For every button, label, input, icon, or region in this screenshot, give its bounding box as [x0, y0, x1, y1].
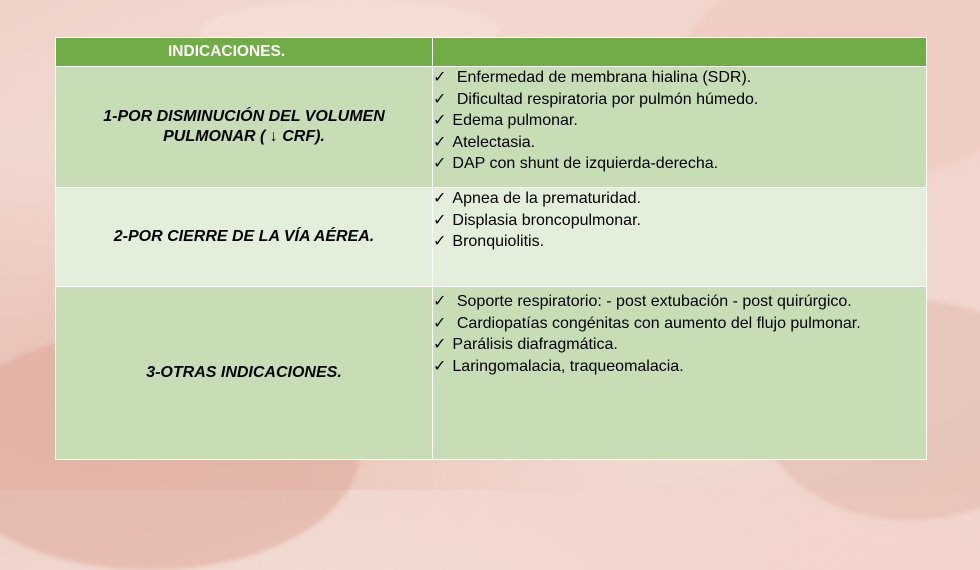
check-icon: ✓ [433, 233, 447, 250]
header-title: INDICACIONES. [56, 38, 433, 67]
check-icon: ✓ [433, 133, 447, 151]
row-items [433, 188, 927, 287]
row-label: 3-OTRAS INDICACIONES. [56, 287, 433, 460]
row-items [433, 67, 927, 188]
check-icon: ✓ [433, 293, 447, 310]
check-icon: ✓ [433, 69, 447, 86]
table-row [56, 287, 927, 460]
list-item: ✓ Edema pulmonar. [433, 112, 578, 129]
list-item: ✓ Soporte respiratorio: - post extubación - post quirúrgico. [433, 293, 852, 310]
list-item: ✓ Displasia broncopulmonar. [433, 211, 641, 229]
check-icon: ✓ [433, 155, 447, 172]
check-icon: ✓ [433, 336, 447, 353]
indications-table [55, 37, 927, 460]
list-item: ✓ Laringomalacia, traqueomalacia. [433, 357, 684, 375]
check-icon: ✓ [433, 211, 447, 229]
list-item: ✓ DAP con shunt de izquierda-derecha. [433, 155, 719, 172]
list-item: ✓ Apnea de la prematuridad. [433, 190, 641, 207]
list-item: ✓ Cardiopatías congénitas con aumento del flujo pulmonar. [433, 314, 861, 332]
table-row [56, 67, 927, 188]
row-label: 1-POR DISMINUCIÓN DEL VOLUMEN PULMONAR ( ↓ CRF). [56, 67, 433, 188]
row-items [433, 287, 927, 460]
list-item: ✓ Atelectasia. [433, 133, 536, 151]
table-header-row [56, 38, 927, 67]
list-item: ✓ Parálisis diafragmática. [433, 336, 618, 353]
list-item: ✓ Dificultad respiratoria por pulmón húmedo. [433, 90, 759, 108]
check-icon: ✓ [433, 190, 447, 207]
check-icon: ✓ [433, 90, 447, 108]
header-empty-cell [433, 38, 927, 67]
check-icon: ✓ [433, 112, 447, 129]
check-icon: ✓ [433, 314, 447, 332]
list-item: ✓ Bronquiolitis. [433, 233, 545, 250]
row-label: 2-POR CIERRE DE LA VÍA AÉREA. [56, 188, 433, 287]
table-row [56, 188, 927, 287]
check-icon: ✓ [433, 357, 447, 375]
list-item: ✓ Enfermedad de membrana hialina (SDR). [433, 69, 752, 86]
